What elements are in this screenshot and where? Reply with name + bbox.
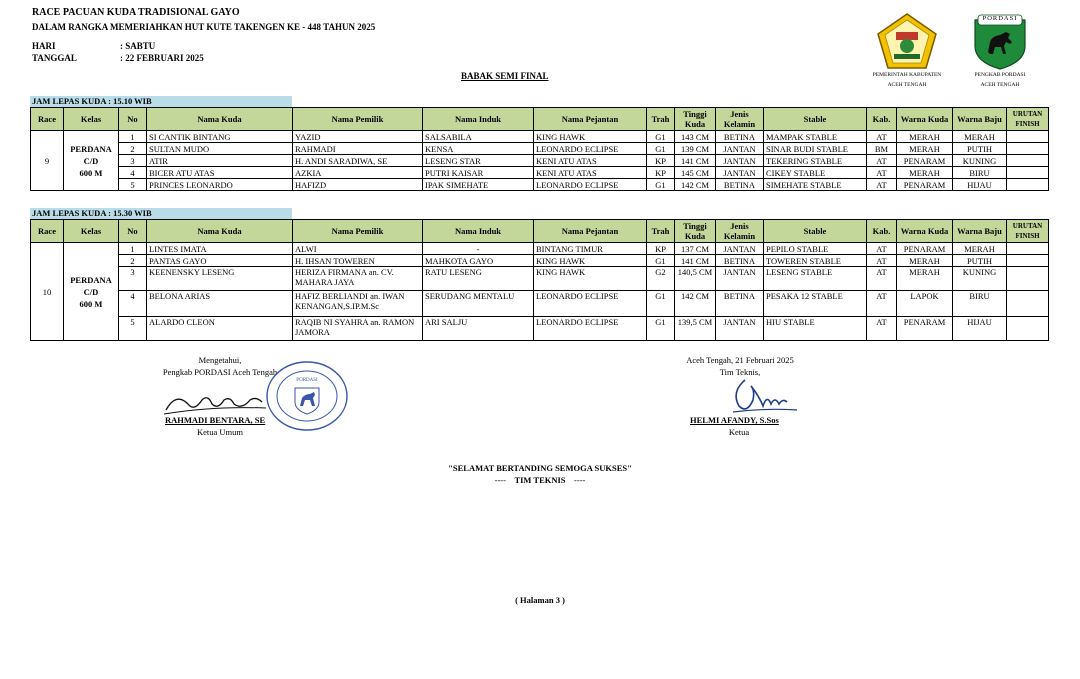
cell-stable: TOWEREN STABLE xyxy=(764,255,867,267)
col-nama-pejantan: Nama Pejantan xyxy=(534,108,647,131)
cell-stable: SINAR BUDI STABLE xyxy=(764,143,867,155)
page-number: ( Halaman 3 ) xyxy=(515,595,565,605)
cell-trah: G1 xyxy=(647,255,675,267)
col-warna-kuda: Warna Kuda xyxy=(897,220,953,243)
cell-nama-pemilik: HERIZA FIRMANA an. CV. MAHARA JAYA xyxy=(293,267,423,291)
cell-stable: SIMEHATE STABLE xyxy=(764,179,867,191)
cell-no: 2 xyxy=(119,143,147,155)
cell-trah: KP xyxy=(647,243,675,255)
cell-nama-kuda: PRINCES LEONARDO xyxy=(147,179,293,191)
cell-nama-pejantan: KING HAWK xyxy=(534,131,647,143)
col-nama-induk: Nama Induk xyxy=(423,108,534,131)
kelas-cell xyxy=(64,131,119,191)
col-kab: Kab. xyxy=(867,220,897,243)
signature-left-image xyxy=(162,388,272,418)
cell-finish xyxy=(1007,179,1049,191)
cell-warna-baju: PUTIH xyxy=(953,255,1007,267)
stamp-text: PORDASI xyxy=(296,378,318,383)
cell-nama-pemilik: HAFIZ BERLIANDI an. IWAN KENANGAN,S.IP.M.Sc xyxy=(293,291,423,317)
cell-finish xyxy=(1007,267,1049,291)
sig-left-line1: Mengetahui, xyxy=(198,355,242,365)
col-kab: Kab. xyxy=(867,108,897,131)
cell-nama-pejantan: LEONARDO ECLIPSE xyxy=(534,291,647,317)
cell-nama-induk: MAHKOTA GAYO xyxy=(423,255,534,267)
cell-warna-kuda: MERAH xyxy=(897,131,953,143)
sig-right-line2: Tim Teknis, xyxy=(719,367,761,377)
kelas-class: C/D xyxy=(83,286,99,297)
col-no: No xyxy=(119,220,147,243)
cell-tinggi: 139,5 CM xyxy=(675,317,716,341)
cell-no: 4 xyxy=(119,167,147,179)
cell-nama-induk: - xyxy=(423,243,534,255)
cell-warna-baju: PUTIH xyxy=(953,143,1007,155)
cell-finish xyxy=(1007,143,1049,155)
cell-nama-pejantan: KENI ATU ATAS xyxy=(534,167,647,179)
sig-right-line1: Aceh Tengah, 21 Februari 2025 xyxy=(686,355,794,365)
cell-warna-baju: KUNING xyxy=(953,267,1007,291)
cell-kab: AT xyxy=(867,167,897,179)
cell-finish xyxy=(1007,155,1049,167)
col-tinggi-kuda: Tinggi Kuda xyxy=(675,220,716,243)
pemkab-logo xyxy=(874,12,940,70)
table-row xyxy=(31,291,1049,317)
pordasi-caption-1: PENGKAB PORDASI xyxy=(974,72,1026,78)
cell-warna-baju: BIRU xyxy=(953,291,1007,317)
cell-warna-baju: HIJAU xyxy=(953,179,1007,191)
col-stable: Stable xyxy=(764,108,867,131)
cell-kab: AT xyxy=(867,255,897,267)
pemkab-caption-1: PEMERINTAH KABUPATEN xyxy=(872,72,942,78)
cell-nama-induk: SERUDANG MENTALU xyxy=(423,291,534,317)
cell-tinggi: 141 CM xyxy=(675,155,716,167)
cell-finish xyxy=(1007,317,1049,341)
cell-jenis-kelamin: JANTAN xyxy=(716,167,764,179)
cell-nama-kuda: BELONA ARIAS xyxy=(147,291,293,317)
babak-title: BABAK SEMI FINAL xyxy=(461,71,549,81)
cell-nama-kuda: SI CANTIK BINTANG xyxy=(147,131,293,143)
cell-finish xyxy=(1007,255,1049,267)
col-nama-kuda: Nama Kuda xyxy=(147,108,293,131)
cell-jenis-kelamin: JANTAN xyxy=(716,243,764,255)
table-row xyxy=(31,179,1049,191)
cell-kab: AT xyxy=(867,179,897,191)
dash-left: ---- xyxy=(494,475,506,485)
cell-jenis-kelamin: BETINA xyxy=(716,255,764,267)
cell-no: 4 xyxy=(119,291,147,317)
table-row xyxy=(31,255,1049,267)
pemkab-caption-2: ACEH TENGAH xyxy=(887,82,927,88)
cell-trah: G1 xyxy=(647,291,675,317)
kelas-cell xyxy=(64,243,119,341)
kelas-distance: 600 M xyxy=(79,167,103,178)
col-kelas: Kelas xyxy=(64,220,119,243)
cell-nama-kuda: LINTES IMATA xyxy=(147,243,293,255)
tanggal-value: : 22 FEBRUARI 2025 xyxy=(120,53,204,63)
cell-nama-induk: LESENG STAR xyxy=(423,155,534,167)
cell-kab: AT xyxy=(867,131,897,143)
cell-nama-induk: RATU LESENG xyxy=(423,267,534,291)
cell-nama-kuda: SULTAN MUDO xyxy=(147,143,293,155)
cell-warna-baju: KUNING xyxy=(953,155,1007,167)
cell-kab: AT xyxy=(867,317,897,341)
cell-nama-pemilik: RAHMADI xyxy=(293,143,423,155)
cell-trah: KP xyxy=(647,167,675,179)
kelas-distance: 600 M xyxy=(79,298,103,309)
col-jenis-kelamin: Jenis Kelamin xyxy=(716,220,764,243)
table-row xyxy=(31,131,1049,143)
col-urutan-finish: URUTAN FINISH xyxy=(1007,220,1049,243)
col-nama-pemilik: Nama Pemilik xyxy=(293,220,423,243)
cell-finish xyxy=(1007,167,1049,179)
cell-nama-kuda: KEENENSKY LESENG xyxy=(147,267,293,291)
col-urutan-finish: URUTAN FINISH xyxy=(1007,108,1049,131)
table-row xyxy=(31,167,1049,179)
col-warna-baju: Warna Baju xyxy=(953,220,1007,243)
cell-warna-kuda: LAPOK xyxy=(897,291,953,317)
cell-no: 1 xyxy=(119,243,147,255)
pordasi-caption-2: ACEH TENGAH xyxy=(980,82,1020,88)
table-header-row xyxy=(31,108,1049,131)
kelas-class: C/D xyxy=(83,155,99,166)
cell-nama-pejantan: KENI ATU ATAS xyxy=(534,155,647,167)
cell-warna-baju: MERAH xyxy=(953,243,1007,255)
signature-right-image xyxy=(725,376,800,416)
cell-kab: AT xyxy=(867,155,897,167)
cell-warna-kuda: MERAH xyxy=(897,267,953,291)
cell-nama-kuda: ALARDO CLEON xyxy=(147,317,293,341)
sig-left-line2: Pengkab PORDASI Aceh Tengah xyxy=(162,367,278,377)
race-9-table xyxy=(30,107,1049,191)
jam-lepas-race-10: JAM LEPAS KUDA : 15.30 WIB xyxy=(30,208,292,219)
cell-nama-pejantan: LEONARDO ECLIPSE xyxy=(534,143,647,155)
cell-no: 1 xyxy=(119,131,147,143)
cell-stable: HIU STABLE xyxy=(764,317,867,341)
race-number: 9 xyxy=(31,131,64,191)
cell-nama-pejantan: KING HAWK xyxy=(534,255,647,267)
cell-no: 3 xyxy=(119,267,147,291)
cell-trah: G1 xyxy=(647,131,675,143)
race-number: 10 xyxy=(31,243,64,341)
cell-nama-induk: SALSABILA xyxy=(423,131,534,143)
kelas-name: PERDANA xyxy=(70,274,112,285)
cell-warna-kuda: PENARAM xyxy=(897,179,953,191)
cell-trah: G1 xyxy=(647,179,675,191)
cell-stable: LESENG STABLE xyxy=(764,267,867,291)
cell-nama-pemilik: ALWI xyxy=(293,243,423,255)
cell-warna-baju: HIJAU xyxy=(953,317,1007,341)
cell-nama-kuda: ATIR xyxy=(147,155,293,167)
col-trah: Trah xyxy=(647,108,675,131)
cell-warna-baju: MERAH xyxy=(953,131,1007,143)
cell-finish xyxy=(1007,131,1049,143)
cell-nama-induk: KENSA xyxy=(423,143,534,155)
col-nama-pejantan: Nama Pejantan xyxy=(534,220,647,243)
pordasi-logo-text: PORDASI xyxy=(982,15,1018,22)
cell-no: 5 xyxy=(119,179,147,191)
sig-right-name: HELMI AFANDY, S.Sos xyxy=(690,415,779,425)
jam-lepas-race-9: JAM LEPAS KUDA : 15.10 WIB xyxy=(30,96,292,107)
sig-right-title: Ketua xyxy=(728,427,750,437)
cell-trah: G2 xyxy=(647,267,675,291)
cell-trah: KP xyxy=(647,155,675,167)
cell-nama-pejantan: BINTANG TIMUR xyxy=(534,243,647,255)
col-trah: Trah xyxy=(647,220,675,243)
cell-warna-kuda: MERAH xyxy=(897,255,953,267)
table-header-row xyxy=(31,220,1049,243)
cell-warna-kuda: MERAH xyxy=(897,143,953,155)
race-10-table xyxy=(30,219,1049,341)
cell-nama-pemilik: AZKIA xyxy=(293,167,423,179)
cell-finish xyxy=(1007,291,1049,317)
cell-tinggi: 142 CM xyxy=(675,179,716,191)
col-warna-baju: Warna Baju xyxy=(953,108,1007,131)
col-no: No xyxy=(119,108,147,131)
cell-no: 2 xyxy=(119,255,147,267)
doc-title-line2: DALAM RANGKA MEMERIAHKAN HUT KUTE TAKENGEN KE - 448 TAHUN 2025 xyxy=(32,22,376,32)
cell-tinggi: 142 CM xyxy=(675,291,716,317)
cell-nama-induk: PUTRI KAISAR xyxy=(423,167,534,179)
cell-nama-pemilik: YAZID xyxy=(293,131,423,143)
hari-label: HARI xyxy=(32,41,56,51)
cell-trah: G1 xyxy=(647,317,675,341)
cell-tinggi: 141 CM xyxy=(675,255,716,267)
cell-tinggi: 137 CM xyxy=(675,243,716,255)
cell-jenis-kelamin: JANTAN xyxy=(716,143,764,155)
cell-jenis-kelamin: BETINA xyxy=(716,179,764,191)
col-race: Race xyxy=(31,108,64,131)
cell-warna-baju: BIRU xyxy=(953,167,1007,179)
cell-nama-pemilik: RAQIB NI SYAHRA an. RAMON JAMORA xyxy=(293,317,423,341)
cell-nama-kuda: BICER ATU ATAS xyxy=(147,167,293,179)
cell-warna-kuda: PENARAM xyxy=(897,317,953,341)
cell-nama-pemilik: HAFIZD xyxy=(293,179,423,191)
cell-jenis-kelamin: BETINA xyxy=(716,291,764,317)
cell-jenis-kelamin: JANTAN xyxy=(716,155,764,167)
cell-kab: AT xyxy=(867,291,897,317)
cell-warna-kuda: MERAH xyxy=(897,167,953,179)
col-nama-induk: Nama Induk xyxy=(423,220,534,243)
table-row xyxy=(31,317,1049,341)
motto: "SELAMAT BERTANDING SEMOGA SUKSES" xyxy=(448,463,632,473)
cell-nama-induk: ARI SALJU xyxy=(423,317,534,341)
cell-stable: PESAKA 12 STABLE xyxy=(764,291,867,317)
tim-teknis-line xyxy=(390,475,690,485)
cell-nama-induk: IPAK SIMEHATE xyxy=(423,179,534,191)
cell-nama-pemilik: H. ANDI SARADIWA, SE xyxy=(293,155,423,167)
cell-nama-pejantan: LEONARDO ECLIPSE xyxy=(534,179,647,191)
cell-kab: AT xyxy=(867,243,897,255)
cell-trah: G1 xyxy=(647,143,675,155)
cell-finish xyxy=(1007,243,1049,255)
col-jenis-kelamin: Jenis Kelamin xyxy=(716,108,764,131)
table-row xyxy=(31,243,1049,255)
col-nama-kuda: Nama Kuda xyxy=(147,220,293,243)
cell-jenis-kelamin: BETINA xyxy=(716,131,764,143)
sig-left-name: RAHMADI BENTARA, SE xyxy=(165,415,266,425)
cell-warna-kuda: PENARAM xyxy=(897,243,953,255)
cell-no: 5 xyxy=(119,317,147,341)
table-row xyxy=(31,143,1049,155)
tanggal-label: TANGGAL xyxy=(32,53,77,63)
dash-right: ---- xyxy=(574,475,586,485)
col-warna-kuda: Warna Kuda xyxy=(897,108,953,131)
kelas-name: PERDANA xyxy=(70,143,112,154)
cell-jenis-kelamin: JANTAN xyxy=(716,267,764,291)
cell-warna-kuda: PENARAM xyxy=(897,155,953,167)
table-row xyxy=(31,155,1049,167)
col-stable: Stable xyxy=(764,220,867,243)
cell-nama-pejantan: LEONARDO ECLIPSE xyxy=(534,317,647,341)
cell-stable: MAMPAK STABLE xyxy=(764,131,867,143)
cell-stable: CIKEY STABLE xyxy=(764,167,867,179)
cell-stable: PEPILO STABLE xyxy=(764,243,867,255)
cell-tinggi: 143 CM xyxy=(675,131,716,143)
pordasi-stamp xyxy=(265,360,349,432)
table-row xyxy=(31,267,1049,291)
hari-value: : SABTU xyxy=(120,41,156,51)
sig-left-title: Ketua Umum xyxy=(196,427,244,437)
cell-no: 3 xyxy=(119,155,147,167)
col-race: Race xyxy=(31,220,64,243)
cell-nama-pemilik: H. IHSAN TOWEREN xyxy=(293,255,423,267)
col-kelas: Kelas xyxy=(64,108,119,131)
doc-title-line1: RACE PACUAN KUDA TRADISIONAL GAYO xyxy=(32,7,240,18)
cell-kab: BM xyxy=(867,143,897,155)
cell-jenis-kelamin: JANTAN xyxy=(716,317,764,341)
tim-teknis-label: TIM TEKNIS xyxy=(514,475,566,485)
cell-nama-kuda: PANTAS GAYO xyxy=(147,255,293,267)
cell-kab: AT xyxy=(867,267,897,291)
cell-stable: TEKERING STABLE xyxy=(764,155,867,167)
col-nama-pemilik: Nama Pemilik xyxy=(293,108,423,131)
cell-tinggi: 145 CM xyxy=(675,167,716,179)
col-tinggi-kuda: Tinggi Kuda xyxy=(675,108,716,131)
cell-tinggi: 140,5 CM xyxy=(675,267,716,291)
cell-tinggi: 139 CM xyxy=(675,143,716,155)
cell-nama-pejantan: KING HAWK xyxy=(534,267,647,291)
